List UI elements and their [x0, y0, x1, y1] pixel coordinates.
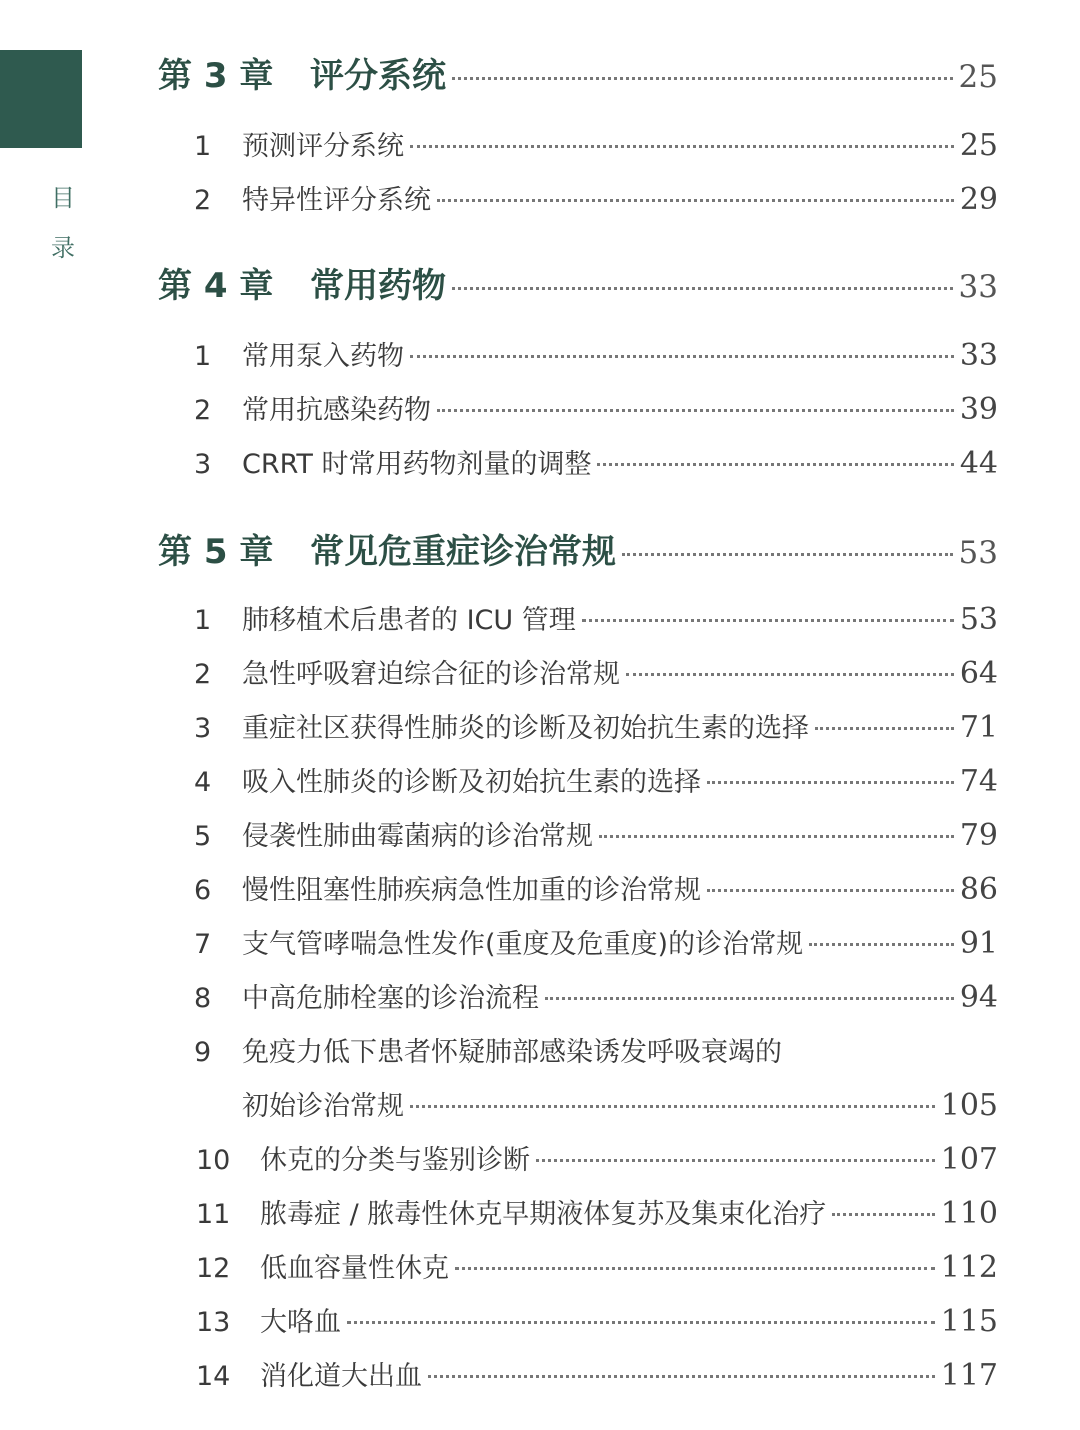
toc-entry[interactable] [196, 1192, 998, 1231]
page-number: 25 [959, 128, 998, 163]
chapter-number: 第 4 章 [158, 266, 274, 306]
entry-number: 12 [196, 1253, 231, 1284]
entry-number: 3 [194, 713, 212, 744]
toc-entry[interactable] [196, 1246, 998, 1285]
page-number: 74 [959, 764, 998, 799]
page-number: 107 [940, 1142, 998, 1177]
entry-title: 低血容量性休克 [260, 1253, 449, 1284]
entry-number: 3 [194, 449, 212, 480]
entry-title: 休克的分类与鉴别诊断 [260, 1145, 530, 1176]
leader-dots [347, 1321, 935, 1324]
entry-title: 重症社区获得性肺炎的诊断及初始抗生素的选择 [242, 713, 809, 744]
toc-entry[interactable] [194, 976, 998, 1015]
entry-title: CRRT 时常用药物剂量的调整 [242, 449, 592, 480]
entry-number: 14 [196, 1361, 231, 1392]
entry-number: 11 [196, 1199, 231, 1230]
entry-title: 脓毒症 / 脓毒性休克早期液体复苏及集束化治疗 [260, 1199, 827, 1230]
toc-entry[interactable] [194, 868, 998, 907]
entry-title: 大咯血 [260, 1307, 341, 1338]
sidebar-label-mu: 目 [51, 184, 75, 212]
chapter-title: 评分系统 [310, 56, 446, 96]
leader-dots [832, 1213, 934, 1216]
toc-entry[interactable] [194, 706, 998, 745]
entry-title: 中高危肺栓塞的诊治流程 [242, 983, 539, 1014]
entry-number: 8 [194, 983, 212, 1014]
leader-dots [815, 727, 954, 730]
entry-number: 10 [196, 1145, 231, 1176]
leader-dots [536, 1159, 935, 1162]
leader-dots [455, 1267, 935, 1270]
page-number: 79 [959, 818, 998, 853]
toc-entry-line2[interactable] [242, 1084, 998, 1123]
leader-dots [452, 77, 953, 80]
page-number: 39 [959, 392, 998, 427]
page-number: 110 [940, 1196, 998, 1231]
chapter-3-heading[interactable] [158, 48, 998, 97]
toc-entry[interactable] [194, 178, 998, 217]
entry-number: 2 [194, 185, 212, 216]
entry-number: 13 [196, 1307, 231, 1338]
page-number: 105 [940, 1088, 998, 1123]
leader-dots [622, 553, 953, 556]
chapter-4-heading[interactable] [158, 258, 998, 307]
entry-title: 侵袭性肺曲霉菌病的诊治常规 [242, 821, 593, 852]
entry-number: 7 [194, 929, 212, 960]
leader-dots [437, 409, 954, 412]
entry-title: 常用抗感染药物 [242, 395, 431, 426]
leader-dots [599, 835, 954, 838]
toc-entry[interactable] [196, 1354, 998, 1393]
entry-title-continued: 初始诊治常规 [242, 1091, 404, 1122]
toc-entry[interactable] [194, 442, 998, 481]
page-number: 86 [959, 872, 998, 907]
entry-number: 2 [194, 395, 212, 426]
toc-entry-line1[interactable] [194, 1030, 998, 1069]
chapter-title: 常用药物 [310, 266, 446, 306]
entry-number: 9 [194, 1037, 212, 1068]
toc-entry[interactable] [196, 1138, 998, 1177]
page-number: 53 [959, 602, 998, 637]
leader-dots [437, 199, 954, 202]
toc-entry[interactable] [194, 334, 998, 373]
toc-entry[interactable] [194, 652, 998, 691]
entry-number: 4 [194, 767, 212, 798]
leader-dots [410, 1105, 935, 1108]
entry-title: 消化道大出血 [260, 1361, 422, 1392]
page-number: 44 [959, 446, 998, 481]
page-number: 112 [940, 1250, 998, 1285]
leader-dots [707, 781, 954, 784]
sidebar-label-lu: 录 [51, 234, 75, 262]
entry-number: 6 [194, 875, 212, 906]
leader-dots [597, 463, 953, 466]
page-number: 33 [958, 269, 998, 305]
entry-number: 1 [194, 605, 212, 636]
leader-dots [545, 997, 954, 1000]
entry-number: 1 [194, 341, 212, 372]
page-number: 91 [959, 926, 998, 961]
page-number: 71 [959, 710, 998, 745]
chapter-number: 第 3 章 [158, 56, 274, 96]
entry-number: 5 [194, 821, 212, 852]
page-number: 29 [959, 182, 998, 217]
page-number: 117 [940, 1358, 998, 1393]
toc-entry[interactable] [196, 1300, 998, 1339]
toc-entry[interactable] [194, 124, 998, 163]
entry-title: 特异性评分系统 [242, 185, 431, 216]
entry-number: 2 [194, 659, 212, 690]
chapter-title: 常见危重症诊治常规 [310, 532, 616, 572]
toc-entry[interactable] [194, 814, 998, 853]
toc-entry[interactable] [194, 922, 998, 961]
leader-dots [452, 287, 953, 290]
leader-dots [410, 145, 954, 148]
leader-dots [626, 673, 954, 676]
entry-title: 急性呼吸窘迫综合征的诊治常规 [242, 659, 620, 690]
leader-dots [809, 943, 954, 946]
entry-title: 免疫力低下患者怀疑肺部感染诱发呼吸衰竭的 [242, 1037, 782, 1068]
page-number: 53 [958, 535, 998, 571]
entry-number: 1 [194, 131, 212, 162]
entry-title: 支气管哮喘急性发作(重度及危重度)的诊治常规 [242, 929, 804, 960]
leader-dots [428, 1375, 935, 1378]
chapter-number: 第 5 章 [158, 532, 274, 572]
entry-title: 慢性阻塞性肺疾病急性加重的诊治常规 [242, 875, 701, 906]
chapter-5-heading[interactable] [158, 524, 998, 573]
entry-title: 肺移植术后患者的 ICU 管理 [242, 605, 576, 636]
leader-dots [410, 355, 954, 358]
toc-entry[interactable] [194, 388, 998, 427]
page-number: 33 [959, 338, 998, 373]
page-number: 115 [940, 1304, 998, 1339]
leader-dots [707, 889, 954, 892]
entry-title: 预测评分系统 [242, 131, 404, 162]
entry-title: 吸入性肺炎的诊断及初始抗生素的选择 [242, 767, 701, 798]
page-number: 94 [959, 980, 998, 1015]
toc-entry[interactable] [194, 598, 998, 637]
page-number: 25 [958, 59, 998, 95]
toc-entry[interactable] [194, 760, 998, 799]
page-number: 64 [959, 656, 998, 691]
leader-dots [582, 619, 954, 622]
entry-title: 常用泵入药物 [242, 341, 404, 372]
